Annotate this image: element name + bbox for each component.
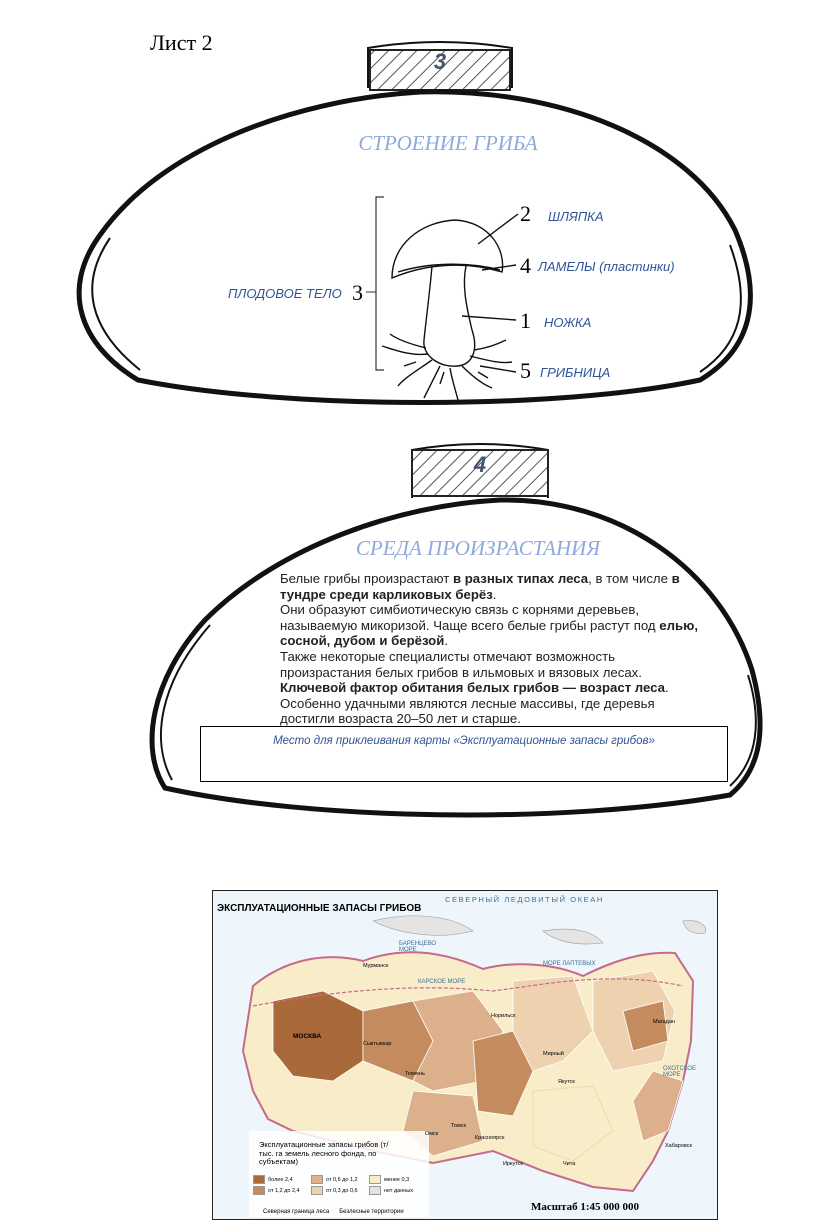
legend-item — [369, 1186, 413, 1195]
legend-label: от 0,6 до 1,2 — [326, 1176, 358, 1183]
map-scale: Масштаб 1:45 000 000 — [531, 1201, 640, 1213]
map-line-legend — [263, 1209, 404, 1215]
map-place: Норильск — [491, 1013, 516, 1019]
map-place: Мурманск — [363, 963, 389, 969]
legend-label: нет данных — [384, 1187, 414, 1194]
legend-item — [253, 1175, 293, 1184]
map-place: Иркутск — [503, 1161, 523, 1167]
fruit-body-label: ПЛОДОВОЕ ТЕЛО — [228, 286, 342, 301]
map-paste-label: Место для приклеивания карты «Эксплуатационные запасы грибов» — [273, 735, 655, 747]
bracket-number: 3 — [352, 280, 363, 305]
part-label-stem: НОЖКА — [544, 315, 592, 330]
map-place: Томск — [451, 1123, 466, 1129]
map-place: Чита — [563, 1161, 576, 1167]
habitat-paragraph: Особенно удачными являются лесные массивы, где деревья достигли возраста 20–50 лет и старше. — [280, 695, 655, 727]
part-label-cap: ШЛЯПКА — [548, 209, 604, 224]
habitat-paragraph: Ключевой фактор обитания белых грибов — возраст леса. — [280, 680, 669, 696]
section3-number: 3 — [433, 49, 447, 74]
legend-label: менее 0,3 — [384, 1176, 410, 1183]
legend-swatch — [253, 1186, 265, 1195]
part-label-gills: ЛАМЕЛЫ (пластинки) — [538, 259, 675, 274]
section4-number: 4 — [473, 452, 487, 477]
legend-item — [253, 1186, 300, 1195]
map-place: Якутск — [558, 1079, 575, 1085]
map-ocean-label: СЕВЕРНЫЙ ЛЕДОВИТЫЙ ОКЕАН — [445, 895, 604, 904]
map-sea-label: БАРЕНЦЕВО МОРЕ — [399, 941, 437, 953]
part-number-gills: 4 — [520, 253, 531, 278]
legend-swatch — [253, 1175, 265, 1184]
map-place: Магадан — [653, 1019, 675, 1025]
legend-label: от 0,3 до 0,6 — [326, 1187, 358, 1194]
map-place: Красноярск — [475, 1135, 505, 1141]
legend-label: более 2,4 — [268, 1176, 293, 1183]
legend-item — [311, 1186, 358, 1195]
map-place: Тюмень — [405, 1071, 425, 1077]
sheet-label: Лист 2 — [150, 30, 213, 55]
treeless-legend: Безлесные территории — [339, 1209, 404, 1215]
legend-swatch — [369, 1175, 381, 1184]
part-number-mycelium: 5 — [520, 358, 531, 383]
habitat-paragraph: Также некоторые специалисты отмечают возможность произрастания белых грибов в ильмовых и вязовых лесах. — [280, 648, 642, 680]
map-graphic — [213, 891, 718, 1220]
map-title: ЭКСПЛУАТАЦИОННЫЕ ЗАПАСЫ ГРИБОВ — [217, 903, 422, 914]
habitat-paragraph: Они образуют симбиотическую связь с корнями деревьев, называемую микоризой. Чаще всего белые грибы растут под елью, сосной, дубом и берёзой. — [280, 602, 699, 649]
map-sea-label: МОРЕ ЛАПТЕВЫХ — [543, 961, 596, 967]
map-place: Мирный — [543, 1051, 564, 1057]
map-sea-label: ОХОТСКОЕ МОРЕ — [663, 1066, 696, 1078]
map-place: Омск — [425, 1131, 439, 1137]
map-sea-label: КАРСКОЕ МОРЕ — [418, 979, 466, 985]
legend-swatch — [311, 1175, 323, 1184]
part-number-cap: 2 — [520, 201, 531, 226]
map-paste-box — [200, 726, 728, 782]
legend-swatch — [311, 1186, 323, 1195]
legend-item — [311, 1175, 358, 1184]
map-place: МОСКВА — [293, 1033, 322, 1040]
forest-line-legend: Северная граница леса — [263, 1209, 330, 1215]
part-label-mycelium: ГРИБНИЦА — [540, 365, 611, 380]
part-number-stem: 1 — [520, 308, 531, 333]
mushroom-reserves-map — [212, 890, 718, 1220]
habitat-paragraph: Белые грибы произрастают в разных типах леса, в том числе в тундре среди карликовых берёз. — [280, 571, 680, 602]
legend-item — [369, 1175, 409, 1184]
map-legend-title: Эксплуатационные запасы грибов (т/тыс. га земель лесного фонда, по субъектам) — [259, 1140, 389, 1166]
legend-swatch — [369, 1186, 381, 1195]
section3-title: СТРОЕНИЕ ГРИБА — [358, 131, 538, 155]
map-place: Хабаровск — [665, 1143, 692, 1149]
map-place: Сыктывкар — [363, 1041, 392, 1047]
section4-title: СРЕДА ПРОИЗРАСТАНИЯ — [355, 536, 601, 560]
habitat-text — [280, 571, 700, 727]
legend-label: от 1,2 до 2,4 — [268, 1187, 300, 1194]
